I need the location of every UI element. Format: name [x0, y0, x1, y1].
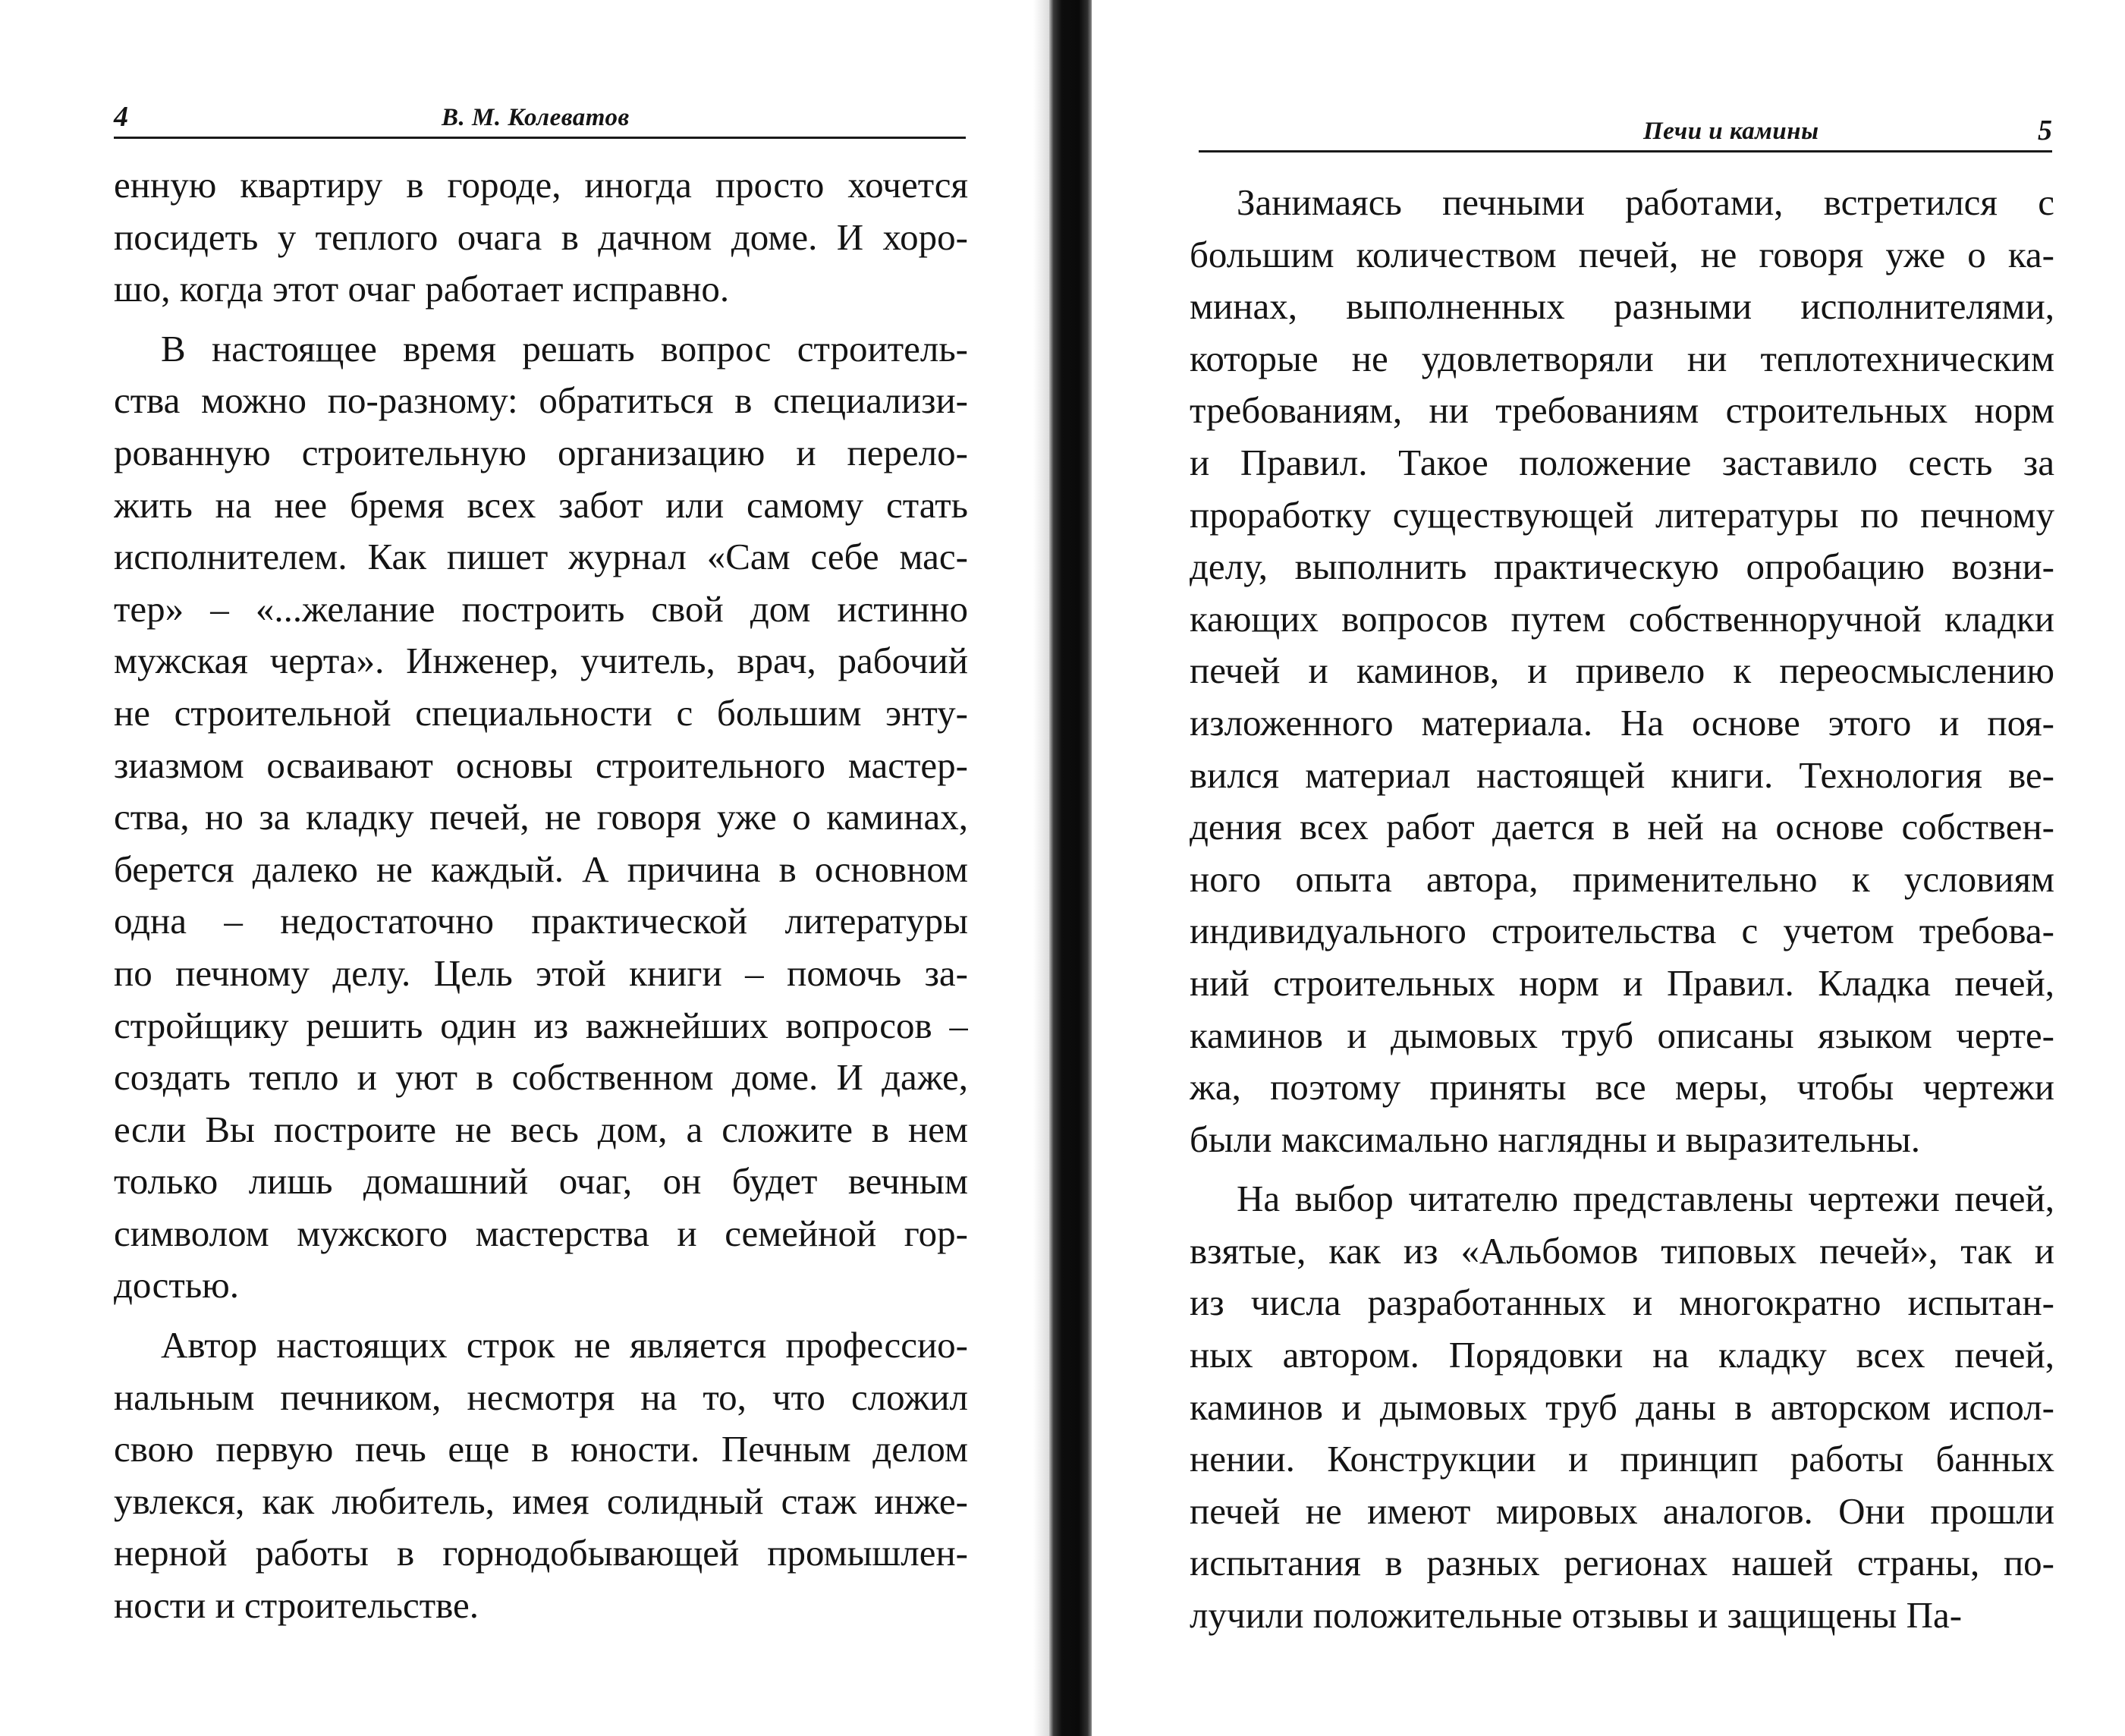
text-line: кающих вопросов путем собственноручной кладки — [1190, 597, 2054, 640]
text-line: изложенного материала. На основе этого и поя- — [1190, 701, 2054, 744]
paragraph — [114, 323, 968, 1312]
text-line: рованную строительную организацию и перело- — [114, 431, 968, 473]
paragraph-gap — [114, 316, 968, 323]
text-line: стройщику решить один из важнейших вопросов – — [114, 1004, 968, 1046]
text-line: если Вы построите не весь дом, а сложите в нем — [114, 1108, 968, 1150]
text-line: большим количеством печей, не говоря уже о ка- — [1190, 233, 2054, 275]
text-line: жа, поэтому приняты все меры, чтобы чертежи — [1190, 1066, 2054, 1109]
text-line: не строительной специальности с большим энту- — [114, 691, 968, 734]
text-line: печей не имеют мировых аналогов. Они прошли — [1190, 1489, 2054, 1532]
left-page-header — [114, 97, 966, 139]
page-number: 5 — [2038, 115, 2052, 146]
text-line: достью. — [114, 1264, 240, 1307]
text-line: создать тепло и уют в собственном доме. И даже, — [114, 1056, 968, 1099]
text-line: символом мужского мастерства и семейной гор- — [114, 1212, 968, 1254]
paragraph — [114, 159, 968, 316]
text-line: исполнителем. Как пишет журнал «Сам себе мас- — [114, 536, 968, 578]
text-line: зиазмом осваивают основы строительного мастер- — [114, 744, 968, 786]
gutter-shadow — [1033, 0, 1050, 1736]
text-line: делу, выполнить практическую опробацию возни- — [1190, 546, 2054, 588]
text-line: ства, но за кладку печей, не говоря уже о каминах, — [114, 796, 968, 838]
running-head-title: Печи и камины — [1643, 118, 1819, 145]
text-line: только лишь домашний очаг, он будет вечным — [114, 1160, 968, 1203]
text-line: взятые, как из «Альбомов типовых печей», так и — [1190, 1229, 2054, 1272]
paragraph-gap — [1190, 1165, 2054, 1173]
page-number: 4 — [114, 101, 128, 133]
text-line: печей и каминов, и привело к переосмыслению — [1190, 649, 2054, 692]
text-line: увлекся, как любитель, имея солидный стаж инже- — [114, 1480, 968, 1522]
text-line: которые не удовлетворяли ни теплотехническим — [1190, 337, 2054, 379]
text-line: из числа разработанных и многократно испытан- — [1190, 1282, 2054, 1324]
right-page-body — [1190, 177, 2054, 1642]
running-head-author: В. М. Колеватов — [442, 104, 630, 131]
paragraph-gap — [114, 1312, 968, 1319]
text-line: На выбор читателю представлены чертежи печей, — [1237, 1178, 2054, 1220]
right-page — [1092, 0, 2125, 1736]
paragraph — [114, 1319, 968, 1632]
left-page — [0, 0, 1047, 1736]
text-line: индивидуального строительства с учетом требова- — [1190, 910, 2054, 952]
text-line: одна – недостаточно практической литературы — [114, 900, 968, 942]
text-line: свою первую печь еще в юности. Печным делом — [114, 1428, 968, 1470]
text-line: нении. Конструкции и принцип работы банных — [1190, 1438, 2054, 1480]
text-line: требованиям, ни требованиям строительных норм — [1190, 389, 2054, 432]
text-line: ности и строительстве. — [114, 1584, 479, 1627]
paragraph — [1190, 177, 2054, 1165]
text-line: мужская черта». Инженер, учитель, врач, рабочий — [114, 640, 968, 682]
text-line: нальным печником, несмотря на то, что сложил — [114, 1376, 968, 1418]
text-line: и Правил. Такое положение заставило сесть за — [1190, 441, 2054, 483]
paragraph — [1190, 1173, 2054, 1641]
text-line: каминов и дымовых труб даны в авторском испол- — [1190, 1385, 2054, 1428]
text-line: лучили положительные отзывы и защищены Па- — [1190, 1594, 1963, 1637]
text-line: посидеть у теплого очага в дачном доме. И хоро- — [114, 215, 968, 258]
book-gutter — [1049, 0, 1092, 1736]
text-line: дения всех работ дается в ней на основе собствен- — [1190, 806, 2054, 848]
text-line: минах, выполненных разными исполнителями, — [1190, 285, 2054, 328]
text-line: по печному делу. Цель этой книги – помочь за- — [114, 951, 968, 994]
text-line: ного опыта автора, применительно к условиям — [1190, 857, 2054, 900]
text-line: тер» – «...желание построить свой дом истинно — [114, 587, 968, 630]
text-line: ных автором. Порядовки на кладку всех печей, — [1190, 1334, 2054, 1376]
text-line: вился материал настоящей книги. Технология ве- — [1190, 753, 2054, 796]
text-line: были максимально наглядны и выразительны. — [1190, 1118, 1920, 1160]
text-line: енную квартиру в городе, иногда просто хочется — [114, 164, 968, 206]
text-line: Занимаясь печными работами, встретился с — [1237, 181, 2054, 223]
text-line: нерной работы в горнодобывающей промышлен- — [114, 1532, 968, 1574]
text-line: В настоящее время решать вопрос строитель- — [161, 327, 968, 370]
text-line: испытания в разных регионах нашей страны, по- — [1190, 1542, 2054, 1584]
left-page-body — [114, 159, 968, 1632]
text-line: Автор настоящих строк не является профессио- — [161, 1324, 968, 1366]
text-line: проработку существующей литературы по печному — [1190, 493, 2054, 536]
right-page-header — [1199, 111, 2052, 153]
text-line: ства можно по-разному: обратиться в специализи- — [114, 379, 968, 422]
text-line: жить на нее бремя всех забот или самому стать — [114, 483, 968, 526]
text-line: шо, когда этот очаг работает исправно. — [114, 268, 730, 310]
text-line: ний строительных норм и Правил. Кладка печей, — [1190, 961, 2054, 1004]
text-line: каминов и дымовых труб описаны языком черте- — [1190, 1014, 2054, 1056]
text-line: берется далеко не каждый. А причина в основном — [114, 848, 968, 890]
